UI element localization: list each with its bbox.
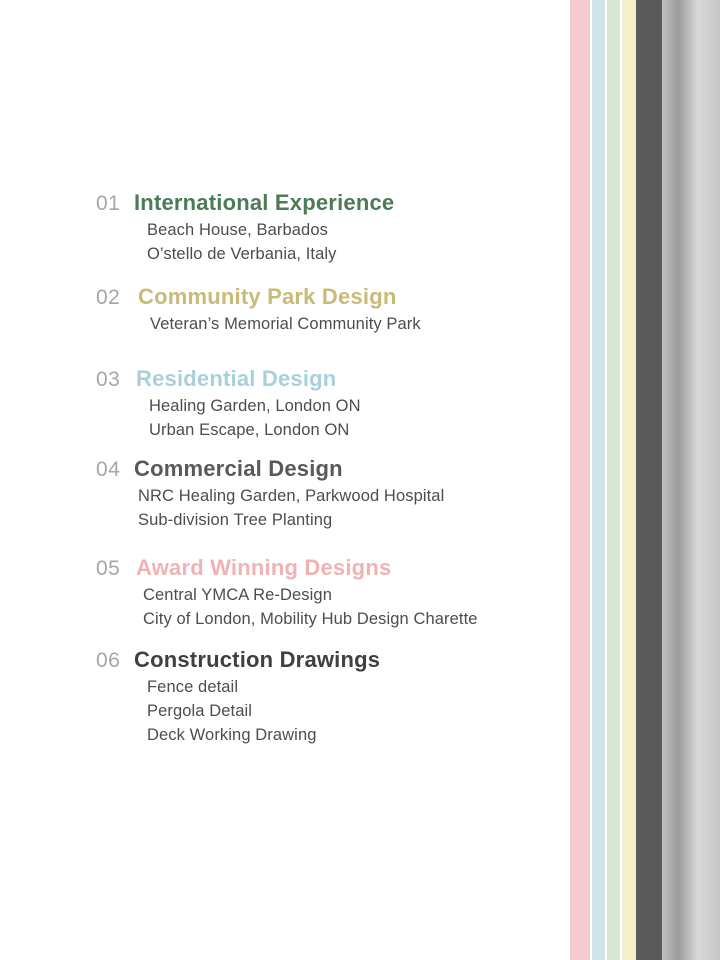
toc-subitem: City of London, Mobility Hub Design Charette (143, 609, 478, 628)
stripe-green (607, 0, 620, 960)
toc-entry-header (96, 647, 556, 673)
toc-entry (96, 647, 556, 747)
toc-entry-header (96, 555, 556, 581)
toc-entry-header (96, 190, 556, 216)
toc-entry-number: 02 (96, 286, 121, 310)
toc-subitem-list (96, 312, 556, 336)
toc-subitem-list (96, 583, 556, 631)
toc-subitem-list (96, 675, 556, 747)
toc-entry (96, 284, 556, 336)
toc-entry-header (96, 366, 556, 392)
toc-subitem: Central YMCA Re-Design (143, 585, 332, 604)
toc-entry (96, 456, 556, 532)
toc-entry-title: Residential Design (136, 366, 337, 392)
toc-entry (96, 555, 556, 631)
toc-subitem: Fence detail (147, 677, 239, 696)
toc-entry-title: International Experience (134, 190, 395, 215)
toc-subitem: Healing Garden, London ON (149, 397, 361, 416)
toc-subitem: O’stello de Verbania, Italy (147, 245, 337, 264)
decorative-stripes (570, 0, 720, 960)
toc-entry-title: Commercial Design (134, 456, 343, 482)
toc-entry (96, 190, 556, 266)
toc-subitem: Beach House, Barbados (147, 221, 328, 239)
toc-entry-header (96, 456, 556, 482)
toc-subitem: Urban Escape, London ON (149, 421, 350, 440)
table-of-contents (96, 190, 556, 747)
toc-entry-number: 04 (96, 458, 121, 482)
toc-subitem-list (96, 218, 556, 266)
toc-entry-number: 05 (96, 556, 121, 580)
toc-entry-number: 01 (96, 192, 121, 215)
toc-subitem-list (96, 484, 556, 532)
toc-subitem: NRC Healing Garden, Parkwood Hospital (138, 487, 445, 506)
toc-entry-number: 03 (96, 368, 121, 392)
toc-subitem: Deck Working Drawing (147, 725, 317, 744)
toc-entry (96, 366, 556, 442)
stripe-dark (636, 0, 662, 960)
toc-subitem: Sub-division Tree Planting (138, 511, 333, 530)
toc-entry-title: Community Park Design (138, 284, 397, 310)
stripe-blue (592, 0, 606, 960)
toc-entry-title: Construction Drawings (134, 646, 381, 672)
stripe-pink (570, 0, 590, 960)
toc-entry-number: 06 (96, 648, 121, 672)
toc-subitem: Veteran’s Memorial Community Park (150, 315, 421, 334)
stripe-gradient (662, 0, 720, 960)
toc-entry-title: Award Winning Designs (136, 554, 392, 580)
toc-entry-header (96, 284, 556, 310)
stripe-yellow (622, 0, 636, 960)
toc-subitem-list (96, 394, 556, 442)
toc-subitem: Pergola Detail (147, 701, 253, 720)
